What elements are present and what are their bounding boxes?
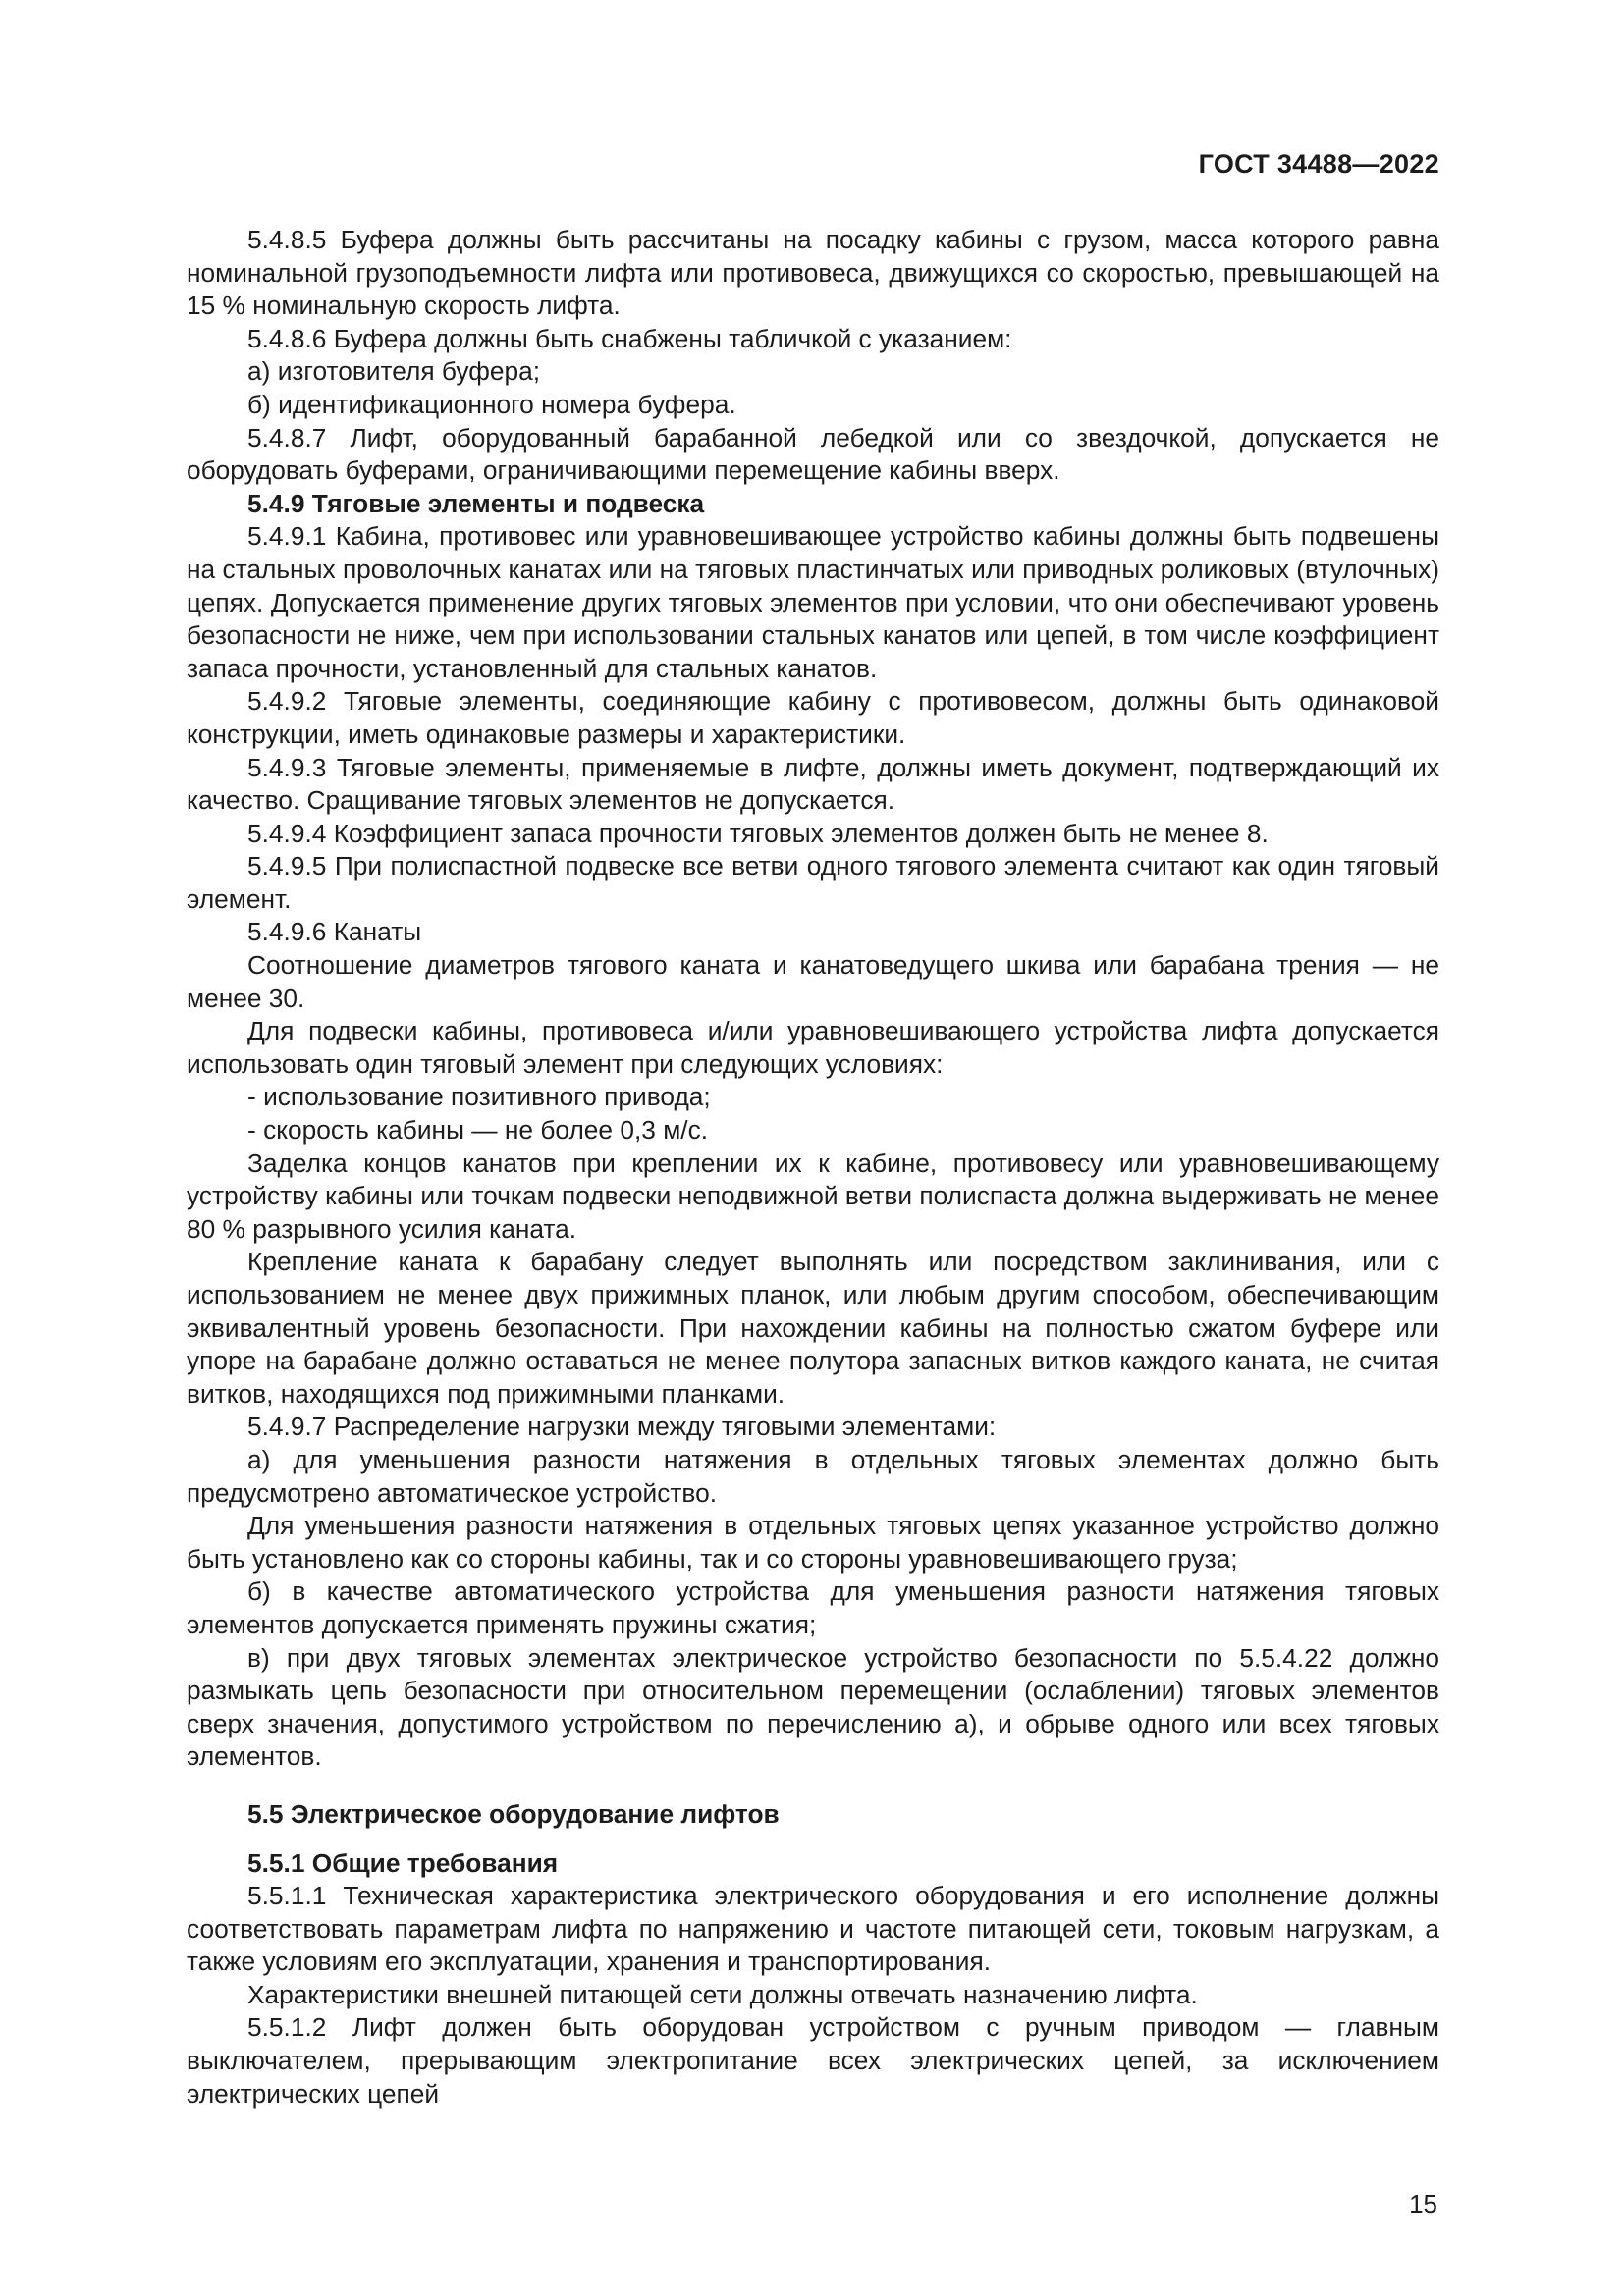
list-item-load-a: а) для уменьшения разности натяжения в отдельных тяговых элементах должно быть предусмотрено автоматическое устройство. [187, 1444, 1439, 1508]
paragraph-5-4-9-4: 5.4.9.4 Коэффициент запаса прочности тяговых элементов должен быть не менее 8. [247, 818, 1269, 848]
paragraph-5-4-9-2: 5.4.9.2 Тяговые элементы, соединяющие кабину с противовесом, должны быть одинаковой конструкции, иметь одинаковые размеры и характеристики. [187, 686, 1439, 749]
paragraph-5-5-1-1: 5.5.1.1 Техническая характеристика электрического оборудования и его исполнение должны соответствовать параметрам лифта по напряжению и частоте питающей сети, токовым нагрузкам, а также условиям его эксплуатации, хранения и транспортирования. [187, 1881, 1439, 1977]
list-item-a: а) изготовителя буфера; [247, 356, 541, 387]
document-header: ГОСТ 34488—2022 [1198, 149, 1439, 179]
list-item-b: б) идентификационного номера буфера. [247, 389, 736, 419]
paragraph-rope-drum: Крепление каната к барабану следует выполнять или посредством заклинивания, или с использованием не менее двух прижимных планок, или любым другим способом, обеспечивающим эквивалентный уровень безопасности. При нахождении кабины на полностью сжатом буфере или упоре на барабане должно оставаться не менее полутора запасных витков каждого каната, не считая витков, находящихся под прижимными планками. [187, 1247, 1439, 1409]
section-heading-5-4-9: 5.4.9 Тяговые элементы и подвеска [247, 488, 705, 518]
dash-item-positive-drive: - использование позитивного привода; [247, 1082, 711, 1112]
paragraph-rope-diameter: Соотношение диаметров тягового каната и канатоведущего шкива или барабана трения — не менее 30. [187, 950, 1439, 1013]
section-heading-5-5: 5.5 Электрическое оборудование лифтов [247, 1798, 780, 1829]
paragraph-5-4-9-3: 5.4.9.3 Тяговые элементы, применяемые в лифте, должны иметь документ, подтверждающий их качество. Сращивание тяговых элементов не допускается. [187, 752, 1439, 816]
list-item-load-c: в) при двух тяговых элементах электрическое устройство безопасности по 5.5.4.22 должно размыкать цепь безопасности при относительном перемещении (ослаблении) тяговых элементов сверх значения, допустимого устройством по перечислению а), и обрыве одного или всех тяговых элементов. [187, 1642, 1439, 1772]
paragraph-rope-ends: Заделка концов канатов при креплении их к кабине, противовесу или уравновешивающему устройству кабины или точкам подвески неподвижной ветви полиспаста должна выдерживать не менее 80 % разрывного усилия каната. [187, 1148, 1439, 1244]
page-number: 15 [1409, 2189, 1437, 2218]
paragraph-5-4-8-6: 5.4.8.6 Буфера должны быть снабжены табличкой с указанием: [247, 323, 1012, 353]
section-heading-5-5-1: 5.5.1 Общие требования [247, 1847, 559, 1878]
paragraph-5-5-1-2: 5.5.1.2 Лифт должен быть оборудован устройством с ручным приводом — главным выключателем, прерывающим электропитание всех электрических цепей, за исключением электрических цепей [187, 2012, 1439, 2109]
paragraph-5-4-9-5: 5.4.9.5 При полиспастной подвеске все ветви одного тягового элемента считают как один тяговый элемент. [187, 851, 1439, 914]
dash-item-cabin-speed: - скорость кабины — не более 0,3 м/с. [247, 1115, 709, 1146]
paragraph-5-4-9-1: 5.4.9.1 Кабина, противовес или уравновешивающее устройство кабины должны быть подвешены на стальных проволочных канатах или на тяговых пластинчатых или приводных роликовых (втулочных) цепях. Допускается применение других тяговых элементов при условии, что они обеспечивают уровень безопасности не ниже, чем при использовании стальных канатов или цепей, в том числе коэффициент запаса прочности, установленный для стальных канатов. [187, 521, 1439, 683]
paragraph-power-supply: Характеристики внешней питающей сети должны отвечать назначению лифта. [247, 1979, 1198, 2009]
paragraph-5-4-9-6: 5.4.9.6 Канаты [247, 917, 422, 947]
paragraph-5-4-9-7: 5.4.9.7 Распределение нагрузки между тяговыми элементами: [247, 1412, 997, 1442]
paragraph-5-4-8-7: 5.4.8.7 Лифт, оборудованный барабанной лебедкой или со звездочкой, допускается не оборудовать буферами, ограничивающими перемещение кабины вверх. [187, 422, 1439, 486]
paragraph-single-element: Для подвески кабины, противовеса и/или уравновешивающего устройства лифта допускается использовать один тяговый элемент при следующих условиях: [187, 1016, 1439, 1079]
paragraph-5-4-8-5: 5.4.8.5 Буфера должны быть рассчитаны на посадку кабины с грузом, масса которого равна номинальной грузоподъемности лифта или противовеса, движущихся со скоростью, превышающей на 15 % номинальную скорость лифта. [187, 225, 1439, 321]
list-item-load-b: б) в качестве автоматического устройства для уменьшения разности натяжения тяговых элементов допускается применять пружины сжатия; [187, 1576, 1439, 1639]
document-body [187, 224, 1439, 2110]
paragraph-chains: Для уменьшения разности натяжения в отдельных тяговых цепях указанное устройство должно быть установлено как со стороны кабины, так и со стороны уравновешивающего груза; [187, 1511, 1439, 1574]
